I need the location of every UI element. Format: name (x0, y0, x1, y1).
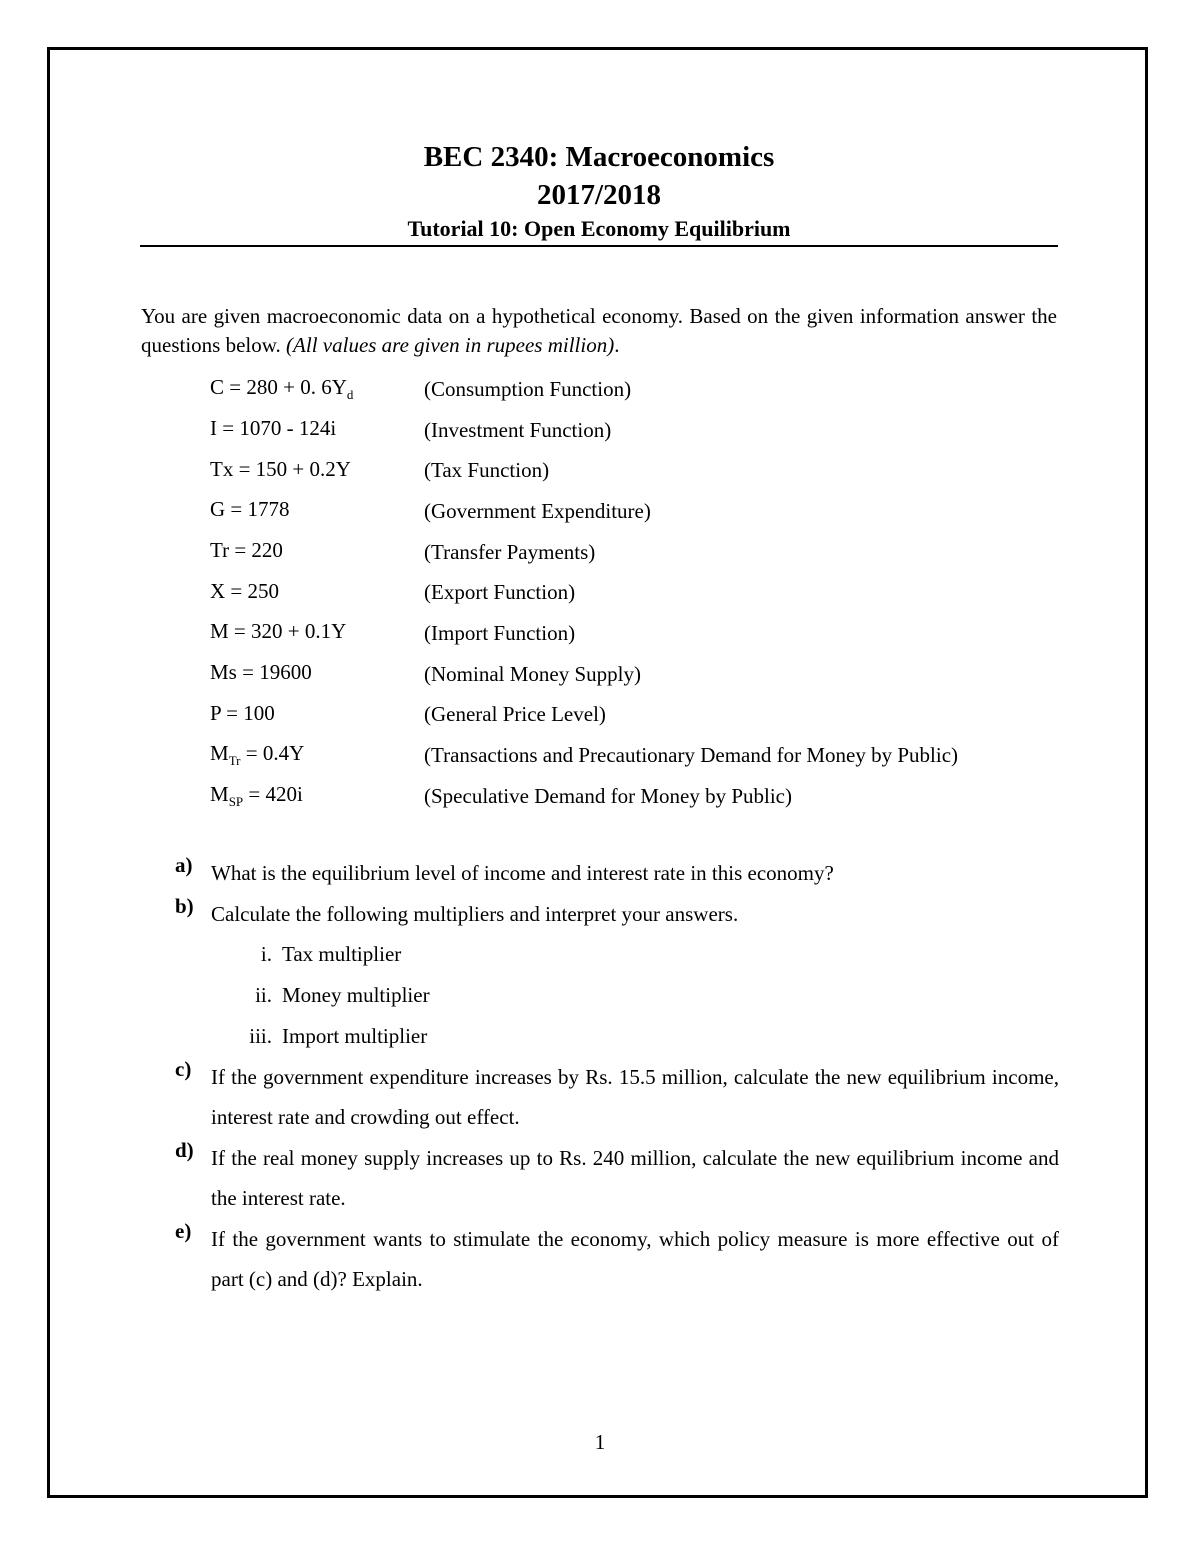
equation-row (210, 654, 1070, 695)
equation-lhs: C = 280 + 0. $6Y_d$ (210, 375, 354, 403)
equation-lhs: G = 1778 (210, 497, 290, 522)
question-label: e) (175, 1219, 192, 1243)
intro-italic-note: (All values are given in rupees million) (286, 333, 615, 357)
question-text: Calculate the following multipliers and interpret your answers. (211, 902, 739, 926)
question-text: If the government expenditure increases by Rs. 15.5 million, calculate the new equilibrium income, interest rate and crowding out effect. (211, 1065, 1059, 1129)
list-item (211, 975, 1059, 1016)
question-d (175, 1138, 1059, 1218)
title-rule (140, 245, 1058, 247)
equation-row (210, 776, 1070, 817)
equation-list (210, 369, 1070, 817)
question-label: a) (175, 853, 193, 877)
equation-description: (Import Function) (424, 620, 576, 645)
equation-lhs: $M_{Tr} = 0.4Y$ (210, 741, 305, 769)
list-item (211, 1016, 1059, 1057)
question-text: If the government wants to stimulate the economy, which policy measure is more effective out of part (c) and (d)? Explain. (211, 1227, 1059, 1291)
sub-question-text: Tax multiplier (282, 942, 402, 966)
tutorial-title: Tutorial 10: Open Economy Equilibrium (407, 216, 791, 241)
equation-description: (Tax Function) (424, 458, 550, 483)
equation-row (210, 735, 1070, 776)
equation-description: (Export Function) (424, 580, 576, 605)
equation-lhs: Tr = 220 (210, 538, 283, 562)
equation-description: (Nominal Money Supply) (424, 661, 641, 686)
sub-question-text: Import multiplier (282, 1024, 428, 1048)
roman-numeral: iii. (249, 1024, 272, 1048)
equation-row (210, 572, 1070, 613)
list-item (211, 934, 1059, 975)
question-a (175, 853, 1059, 893)
equation-description: (Consumption Function) (424, 376, 632, 401)
page-number: 1 (594, 1430, 606, 1454)
equation-lhs: M = 320 + 0.1Y (210, 619, 347, 644)
question-b (175, 894, 1059, 934)
equation-row (210, 613, 1070, 654)
equation-row (210, 491, 1070, 532)
question-text: If the real money supply increases up to Rs. 240 million, calculate the new equilibrium income and the interest rate. (211, 1146, 1059, 1210)
equation-row (210, 695, 1070, 736)
equation-lhs: Ms = 19600 (210, 660, 312, 685)
equation-description: (Government Expenditure) (424, 498, 651, 523)
intro-paragraph (141, 302, 1057, 360)
equation-row (210, 532, 1070, 573)
equation-description: (General Price Level) (424, 702, 606, 727)
intro-end: . (614, 333, 620, 357)
question-label: b) (175, 894, 194, 918)
equation-lhs: I = 1070 - 124i (210, 415, 337, 440)
course-title: BEC 2340: Macroeconomics (423, 141, 775, 173)
equation-description: (Investment Function) (424, 417, 612, 442)
question-e (175, 1219, 1059, 1299)
question-text: What is the equilibrium level of income and interest rate in this economy? (211, 861, 834, 885)
equation-lhs: P = 100 (210, 700, 275, 725)
equation-lhs: $M_{SP} = 420i$ (210, 782, 303, 810)
roman-numeral: i. (260, 942, 272, 966)
equation-row (210, 450, 1070, 491)
question-list (175, 853, 1059, 1299)
academic-year: 2017/2018 (536, 179, 662, 211)
sub-question-text: Money multiplier (282, 983, 430, 1007)
equation-description: (Speculative Demand for Money by Public) (424, 783, 792, 808)
question-c (175, 1057, 1059, 1137)
multiplier-list (211, 934, 1059, 1057)
equation-lhs: Tx = 150 + 0.2Y (210, 456, 351, 481)
question-label: d) (175, 1138, 194, 1162)
intro-text: You are given macroeconomic data on a hypothetical economy. Based on the given information answer the questions below. (141, 304, 1057, 357)
question-label: c) (175, 1057, 192, 1081)
equation-description: (Transactions and Precautionary Demand for Money by Public) (424, 743, 959, 768)
equation-description: (Transfer Payments) (424, 539, 596, 564)
equation-row (210, 369, 1070, 410)
roman-numeral: ii. (255, 983, 272, 1007)
equation-row (210, 410, 1070, 451)
equation-lhs: X = 250 (210, 578, 280, 603)
